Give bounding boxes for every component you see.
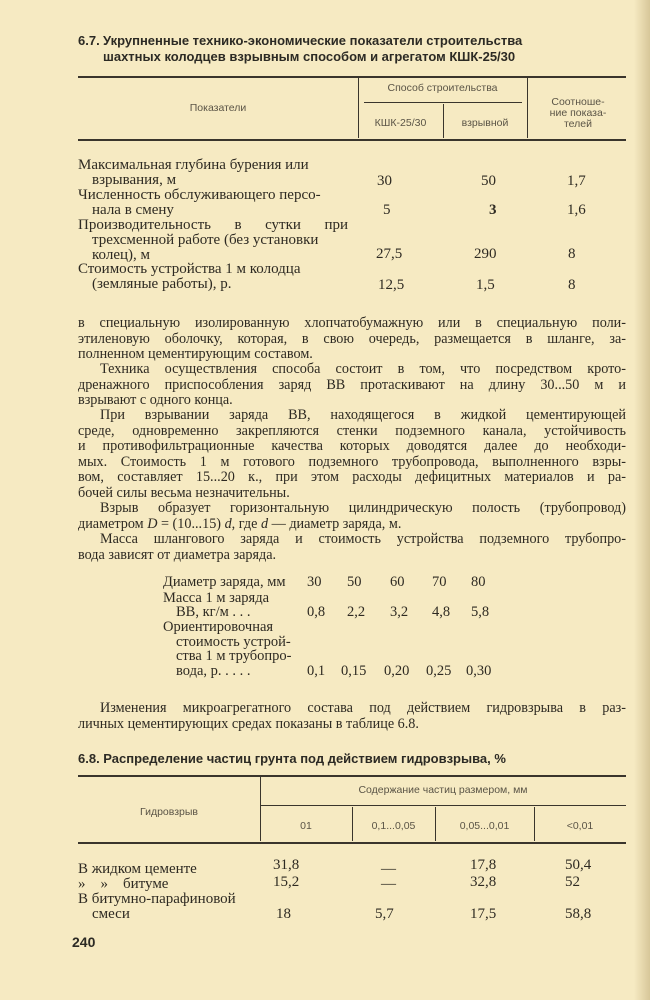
table-top-rule	[78, 775, 626, 777]
cell-ratio: 8	[568, 246, 576, 262]
subheader-rule	[261, 805, 626, 806]
cell-kshk: 27,5	[376, 246, 403, 262]
value: 30	[307, 574, 322, 590]
cell-value: —	[381, 861, 396, 877]
paragraph	[78, 501, 626, 532]
cell-value: 52	[565, 874, 580, 890]
value: 0,15	[341, 663, 367, 679]
cell-value: 58,8	[565, 906, 592, 922]
table-6-7-caption	[78, 33, 598, 65]
page-edge-shadow	[634, 0, 650, 1000]
text-fragment: , где	[231, 515, 261, 532]
row-label: стоимость устрой-	[176, 634, 291, 650]
text-line: бочей силы весьма незначительны.	[78, 484, 290, 501]
text-line: Взрыв образует горизонтальную цилиндрическую полость (трубопровод)	[100, 500, 626, 516]
cell-explosive: 1,5	[476, 277, 495, 293]
cell-kshk: 5	[383, 202, 391, 218]
label-line: Максимальная глубина бурения или	[78, 157, 309, 173]
label-line: Производительность в сутки при	[78, 217, 348, 233]
label-line: (земляные работы), р.	[92, 276, 232, 292]
row-label: вода, р. . . . .	[176, 663, 251, 679]
text-line: в специальную изолированную хлопчатобумажную или в специальную поли-	[78, 315, 626, 331]
text-line: среде, одновременно закрепляются стенки подземного канала, устойчивость	[78, 422, 626, 439]
cell-explosive: 50	[481, 173, 496, 189]
cell-kshk: 30	[377, 173, 392, 189]
cell-value: 18	[276, 906, 291, 922]
table-row-label	[78, 892, 236, 922]
label-line: колец), м	[92, 247, 150, 263]
row-label: Масса 1 м заряда	[163, 590, 270, 606]
cell-explosive: 290	[474, 246, 497, 262]
header-ratio	[530, 97, 626, 130]
subheader-rule	[364, 102, 522, 103]
value: 0,30	[466, 663, 492, 679]
header-indicators: Показатели	[189, 102, 247, 114]
header-ratio-line: телей	[563, 118, 592, 130]
caption-number: 6.7.	[78, 33, 100, 48]
caption-line-2: шахтных колодцев взрывным способом и агрегатом КШК-25/30	[103, 49, 516, 64]
row-label: Диаметр заряда, мм	[163, 574, 286, 590]
table-row-label	[78, 218, 348, 263]
text-line: этиленовую оболочку, которая, в свою очередь, размещается в шланге, за-	[78, 330, 626, 347]
text-line: полненном цементирующим составом.	[78, 346, 313, 362]
text-fragment: = (10...15)	[157, 515, 225, 532]
table-row-label: В жидком цементе	[78, 861, 197, 877]
value: 0,25	[426, 663, 452, 679]
cell-ratio: 1,7	[567, 173, 586, 189]
text-line: Изменения микроагрегатного состава под действием гидровзрыва в раз-	[100, 700, 626, 716]
cell-ratio: 8	[568, 277, 576, 293]
cell-kshk: 12,5	[378, 277, 405, 293]
paragraph	[78, 362, 626, 409]
value: 50	[347, 574, 362, 590]
header-ratio-line: ние показа-	[549, 107, 607, 119]
text-line: и противофильтрационные качества которых доводятся далее до необходи-	[78, 438, 626, 454]
paragraph	[78, 408, 626, 501]
table-row-label	[78, 188, 348, 218]
cell-value: 17,5	[470, 906, 497, 922]
header-bottom-rule	[78, 842, 626, 844]
value: 4,8	[432, 604, 451, 620]
text-line: вода зависят от диаметра заряда.	[78, 546, 277, 563]
cell-ratio: 1,6	[567, 202, 586, 218]
cell-value: 15,2	[273, 874, 300, 890]
formula-symbol: d	[260, 515, 269, 532]
text-line: мых. Стоимость 1 м готового подземного трубопровода, выполненного взры-	[78, 453, 626, 470]
formula-symbol: D	[147, 515, 158, 532]
column-divider	[527, 78, 528, 138]
label-line: Численность обслуживающего персо-	[78, 187, 321, 203]
text-line: взрывают с одного конца.	[78, 392, 233, 408]
value: 2,2	[347, 604, 366, 620]
text-line: При взрывании заряда ВВ, находящегося в жидкой цементирующей	[100, 407, 626, 423]
header-col-4: <0,01	[566, 820, 594, 832]
value: 80	[471, 574, 486, 590]
label-line: нала в смену	[92, 202, 174, 218]
value: 60	[390, 574, 405, 590]
table-6-8-caption: 6.8. Распределение частиц грунта под действием гидровзрыва, %	[78, 751, 506, 766]
header-col-1: 01	[300, 820, 312, 832]
table-row-label: » » битуме	[78, 876, 169, 892]
cell-value: 50,4	[565, 857, 592, 873]
page-number: 240	[72, 934, 96, 950]
header-hydroblast: Гидровзрыв	[139, 806, 198, 818]
text-line: личных цементирующих средах показаны в таблице 6.8.	[78, 715, 419, 732]
header-col-3: 0,05...0,01	[459, 820, 510, 832]
cell-value: 17,8	[470, 857, 497, 873]
text-line: Техника осуществления способа состоит в том, что посредством крото-	[100, 361, 626, 377]
value: 3,2	[390, 604, 409, 620]
row-label: ства 1 м трубопро-	[176, 648, 292, 664]
header-explosive: взрывной	[461, 117, 509, 129]
paragraph	[78, 532, 626, 563]
label-line: Стоимость устройства 1 м колодца	[78, 261, 301, 277]
header-method: Способ строительства	[387, 82, 498, 94]
table-top-rule	[78, 76, 626, 78]
value: 5,8	[471, 604, 490, 620]
text-line: дренажного приспособления заряд ВВ протаскивают на длину 30...50 м и	[78, 376, 626, 393]
cell-explosive: 3	[489, 202, 497, 218]
value: 0,1	[307, 663, 326, 679]
table-row-label	[78, 262, 348, 292]
header-ratio-line: Соотноше-	[551, 96, 605, 108]
value: 0,8	[307, 604, 326, 620]
table-row-label	[78, 158, 348, 188]
text-fragment: — диаметр заряда, м.	[268, 515, 402, 532]
label-line: В битумно-парафиновой	[78, 891, 236, 907]
formula-symbol: d	[224, 515, 232, 532]
label-line: трехсменной работе (без установки	[92, 232, 319, 248]
paragraph	[78, 316, 626, 363]
label-line: взрывания, м	[92, 172, 177, 188]
text-line	[78, 517, 626, 533]
cell-value: 5,7	[375, 906, 394, 922]
header-bottom-rule	[78, 139, 626, 141]
row-label: Ориентировочная	[163, 619, 274, 635]
text-line: вом, составляет 15...20 к., при этом расходы дефицитных материалов и ра-	[78, 469, 626, 485]
cell-value: —	[381, 876, 396, 892]
label-line: смеси	[92, 906, 130, 922]
header-col-2: 0,1...0,05	[371, 820, 416, 832]
header-kshk: КШК-25/30	[374, 117, 427, 129]
header-content: Содержание частиц размером, мм	[358, 784, 528, 796]
text-line: Масса шлангового заряда и стоимость устройства подземного трубопро-	[100, 531, 626, 547]
row-label: ВВ, кг/м . . .	[176, 604, 251, 620]
paragraph	[78, 701, 626, 732]
value: 0,20	[384, 663, 410, 679]
cell-value: 32,8	[470, 874, 497, 890]
caption-line-1: Укрупненные технико-экономические показатели строительства	[103, 33, 523, 48]
value: 70	[432, 574, 447, 590]
cell-value: 31,8	[273, 857, 300, 873]
text-fragment: диаметром	[78, 515, 148, 532]
